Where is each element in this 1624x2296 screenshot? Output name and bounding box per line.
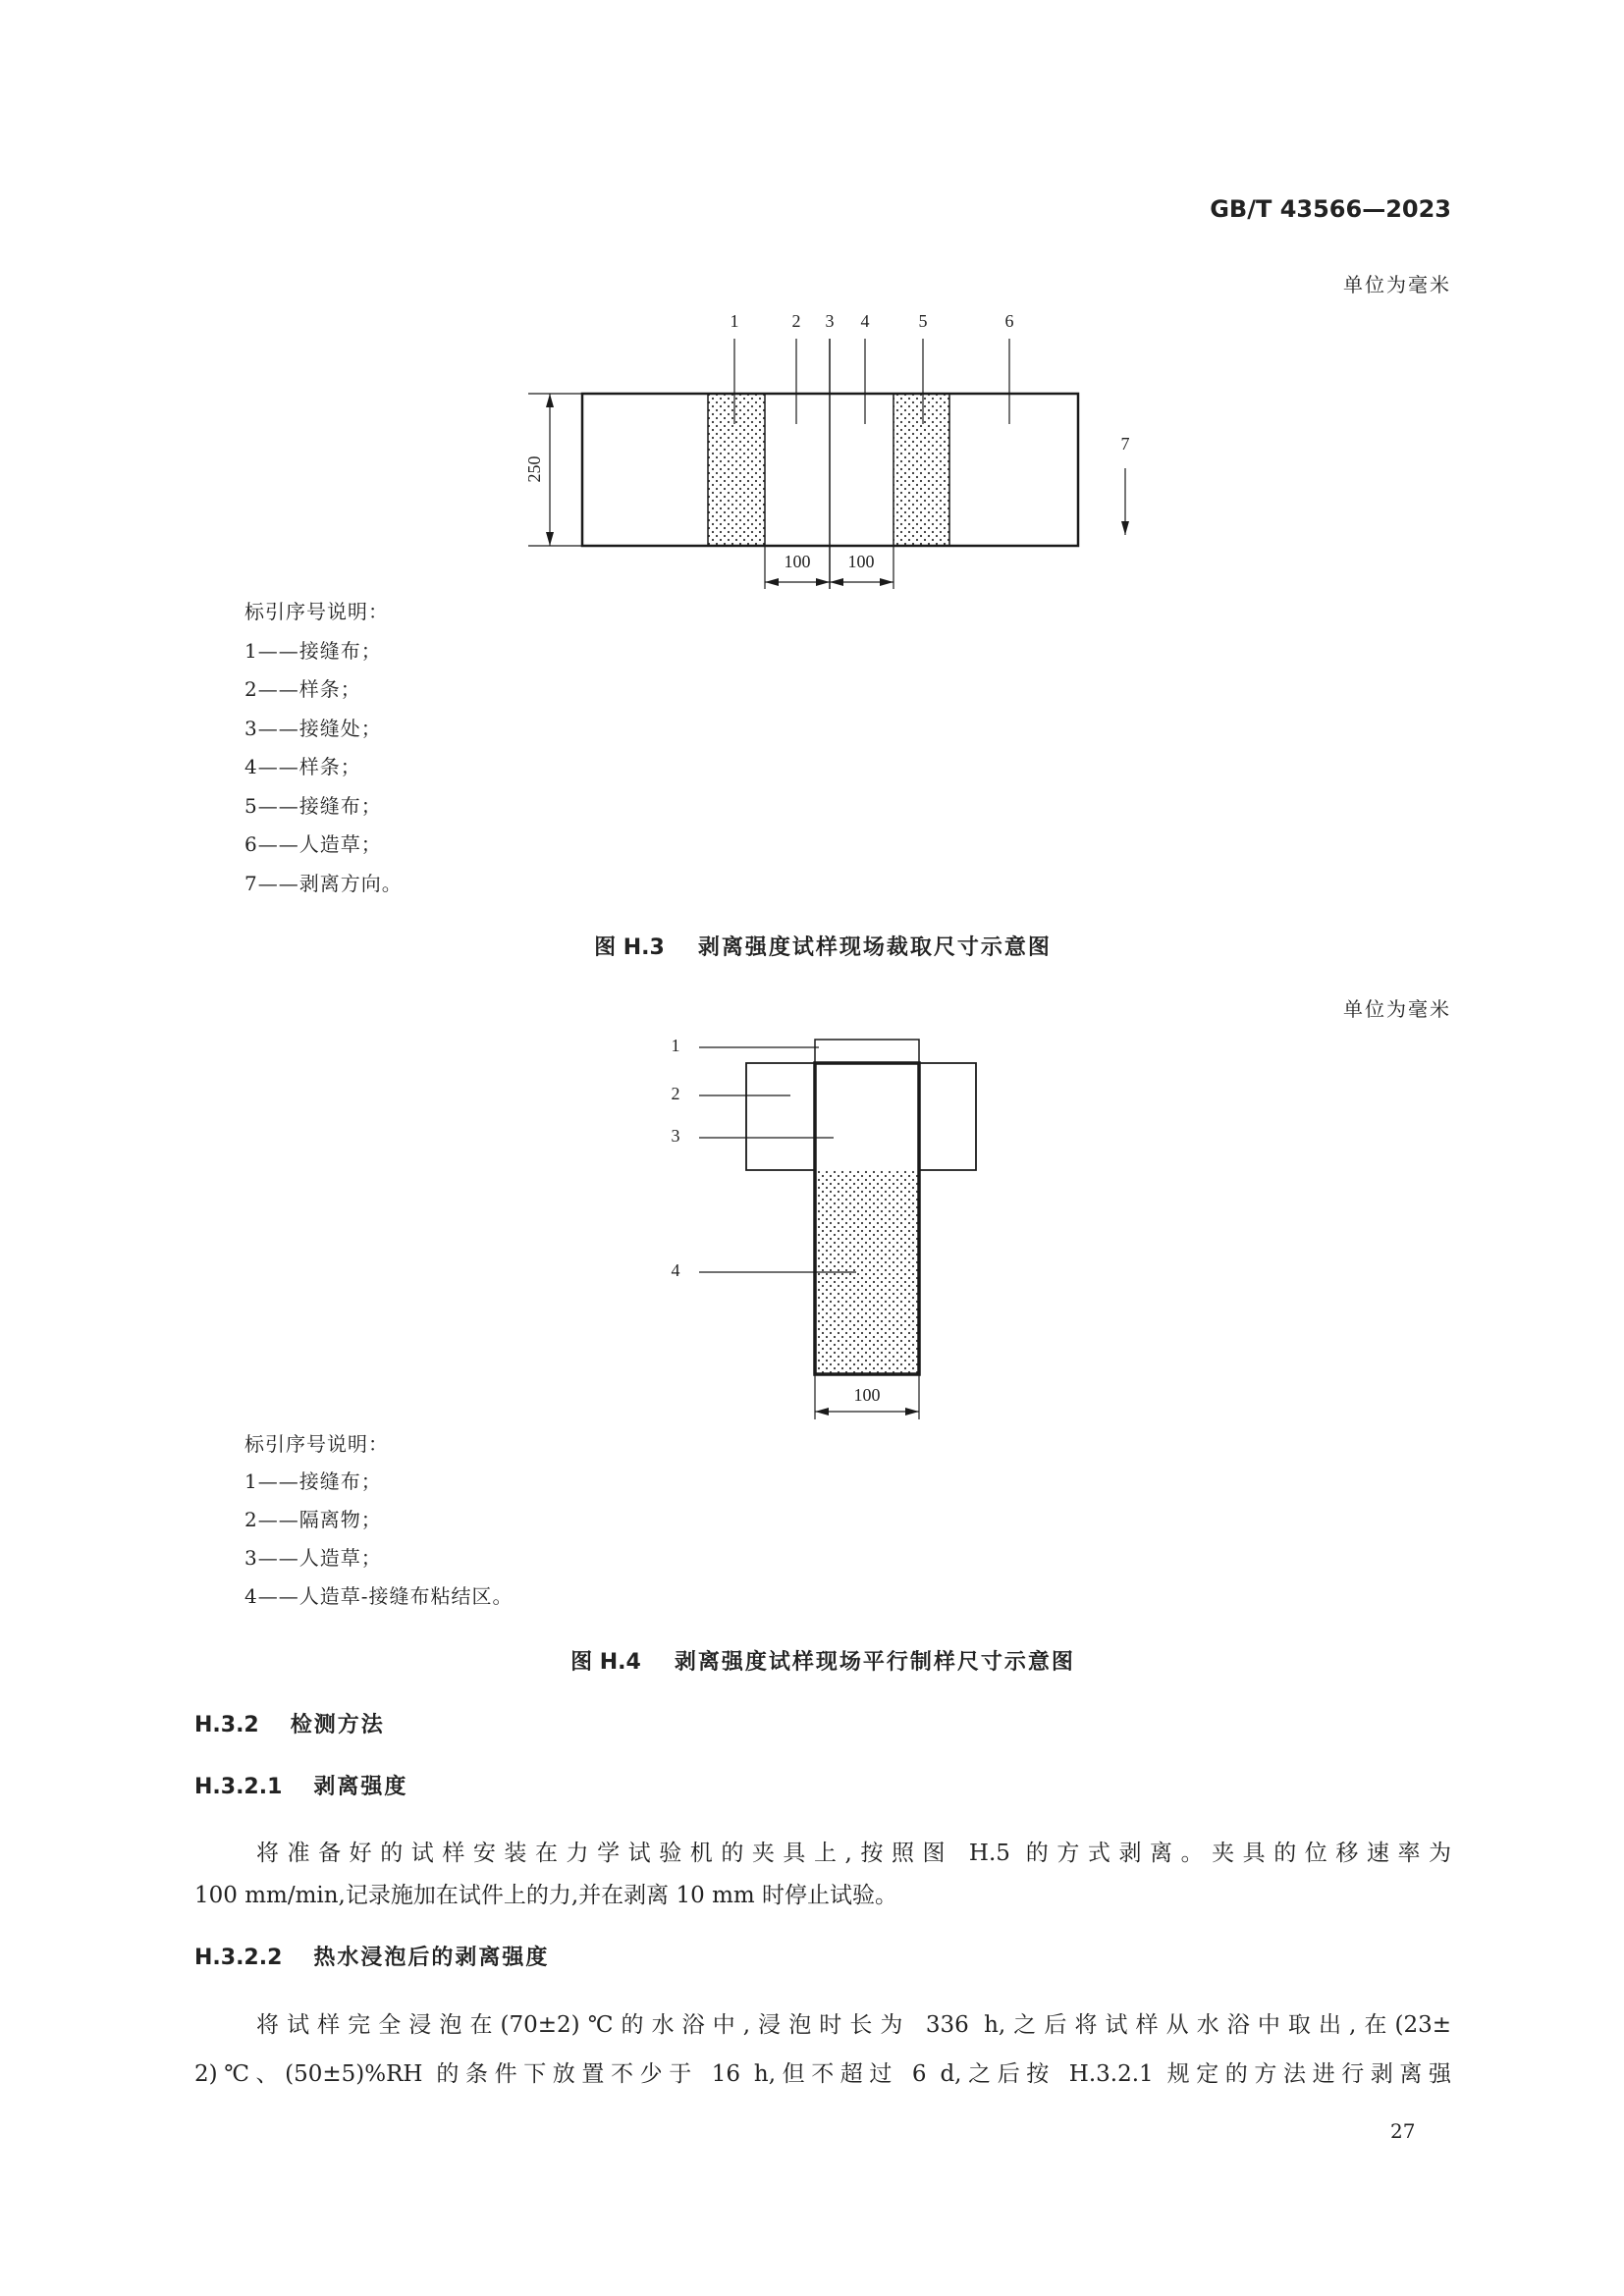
- section-title: 检测方法: [290, 1713, 385, 1737]
- figure-h3-diagram: [0, 294, 1624, 609]
- section-heading-h3-2-2: [194, 1946, 549, 1971]
- legend-item: 5——接缝布；: [244, 794, 382, 818]
- callout-5: 5: [918, 311, 928, 332]
- callout-3: 3: [825, 311, 835, 332]
- paragraph-line: 2)℃、(50±5)%RH 的条件下放置不少于 16 h,但不超过 6 d,之后按 H.3.2.1 规定的方法进行剥离强: [194, 2061, 1451, 2087]
- caption-number: 图 H.3: [594, 935, 665, 960]
- section-title: 热水浸泡后的剥离强度: [313, 1946, 550, 1970]
- legend-title: 标引序号说明：: [244, 1432, 389, 1456]
- callout-1: 1: [730, 311, 739, 332]
- legend-item: 4——样条；: [244, 755, 361, 778]
- figure-h4-diagram: [0, 1021, 1624, 1433]
- width-dimension-label-right: 100: [847, 552, 875, 572]
- caption-title: 剥离强度试样现场裁取尺寸示意图: [697, 935, 1052, 960]
- paragraph-line: 将试样完全浸泡在(70±2)℃的水浴中,浸泡时长为 336 h,之后将试样从水浴中取出,在(23±: [256, 2012, 1451, 2038]
- section-heading-h3-2-1: [194, 1775, 407, 1800]
- callout-1: 1: [671, 1036, 680, 1056]
- legend-item: 1——接缝布；: [244, 1469, 382, 1493]
- legend-item: 4——人造草-接缝布粘结区。: [244, 1584, 514, 1608]
- paragraph-line: 将准备好的试样安装在力学试验机的夹具上,按照图 H.5 的方式剥离。夹具的位移速率为: [256, 1841, 1451, 1866]
- figure-caption-h4: [194, 1650, 1451, 1676]
- callout-7: 7: [1120, 434, 1130, 454]
- section-number: H.3.2.2: [194, 1946, 283, 1970]
- legend-item: 7——剥离方向。: [244, 872, 403, 895]
- legend-item: 1——接缝布；: [244, 639, 382, 663]
- callout-3: 3: [671, 1126, 680, 1147]
- figure-caption-h3: [194, 935, 1451, 961]
- caption-number: 图 H.4: [570, 1650, 641, 1675]
- unit-note: 单位为毫米: [1343, 273, 1451, 296]
- separator-outline: [746, 1063, 976, 1170]
- section-title: 剥离强度: [313, 1775, 408, 1799]
- legend-item: 2——样条；: [244, 677, 361, 701]
- callout-2: 2: [791, 311, 801, 332]
- seam-tape-strip-right: [893, 394, 949, 546]
- paragraph-line: 100 mm/min,记录施加在试件上的力,并在剥离 10 mm 时停止试验。: [194, 1883, 897, 1908]
- seam-tape-outline: [815, 1040, 919, 1063]
- legend-item: 3——人造草；: [244, 1546, 382, 1570]
- legend-item: 2——隔离物；: [244, 1508, 382, 1531]
- section-number: H.3.2: [194, 1713, 259, 1737]
- callout-6: 6: [1004, 311, 1014, 332]
- callout-4: 4: [860, 311, 870, 332]
- legend-item: 3——接缝处；: [244, 717, 382, 740]
- height-dimension-label: 250: [524, 455, 545, 483]
- legend-item: 6——人造草；: [244, 832, 382, 856]
- section-number: H.3.2.1: [194, 1775, 283, 1799]
- callout-2: 2: [671, 1084, 680, 1104]
- caption-title: 剥离强度试样现场平行制样尺寸示意图: [674, 1650, 1075, 1675]
- width-dimension-label-left: 100: [784, 552, 811, 572]
- callout-4: 4: [671, 1260, 680, 1281]
- legend-title: 标引序号说明：: [244, 600, 389, 623]
- seam-tape-strip-left: [708, 394, 765, 546]
- page-number: 27: [1390, 2119, 1416, 2143]
- unit-note: 单位为毫米: [1343, 997, 1451, 1021]
- section-heading-h3-2: [194, 1713, 385, 1738]
- width-dimension-label: 100: [853, 1385, 881, 1406]
- standard-number: GB/T 43566—2023: [1210, 195, 1451, 223]
